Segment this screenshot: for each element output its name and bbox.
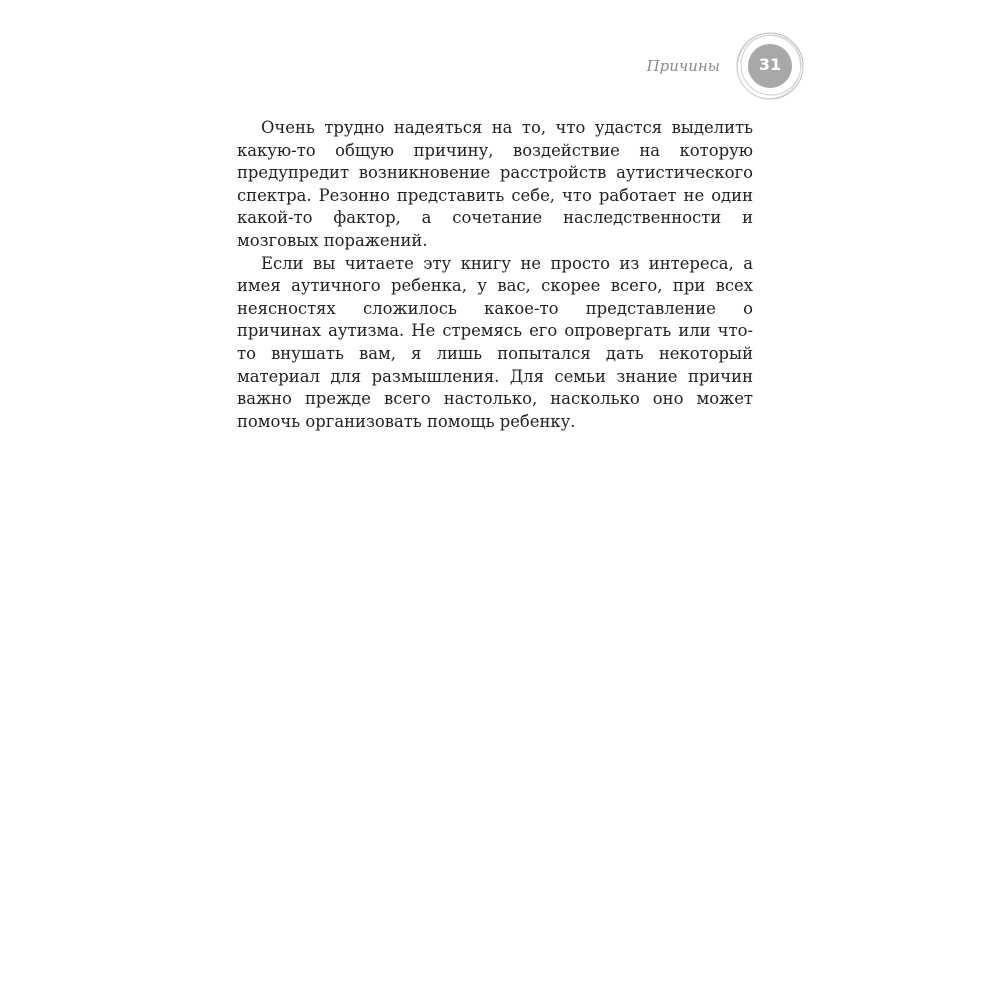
- page-number: 31: [758, 55, 782, 74]
- paragraph: Очень трудно надеяться на то, что удастся выделить какую-то общую причину, воздействие на которую предупредит возникновение расстройств аутистического спектра. Резонно представить себе, что работает не один какой-то фактор, а сочетание наследственности и мозговых поражений.: [237, 118, 753, 250]
- paragraph: Если вы читаете эту книгу не просто из интереса, а имея аутичного ребенка, у вас, скорее всего, при всех неясностях сложилось какое-то представление о причинах аутизма. Не стремясь его опровергать или что-то внушать вам, я лишь попытался дать некоторый материал для размышления. Для семьи знание причин важно прежде всего настолько, насколько оно может помочь организовать помощь ребенку.: [237, 253, 753, 431]
- running-head-title: Причины: [646, 57, 720, 75]
- body-text: [237, 117, 753, 433]
- page-number-badge: [734, 32, 810, 102]
